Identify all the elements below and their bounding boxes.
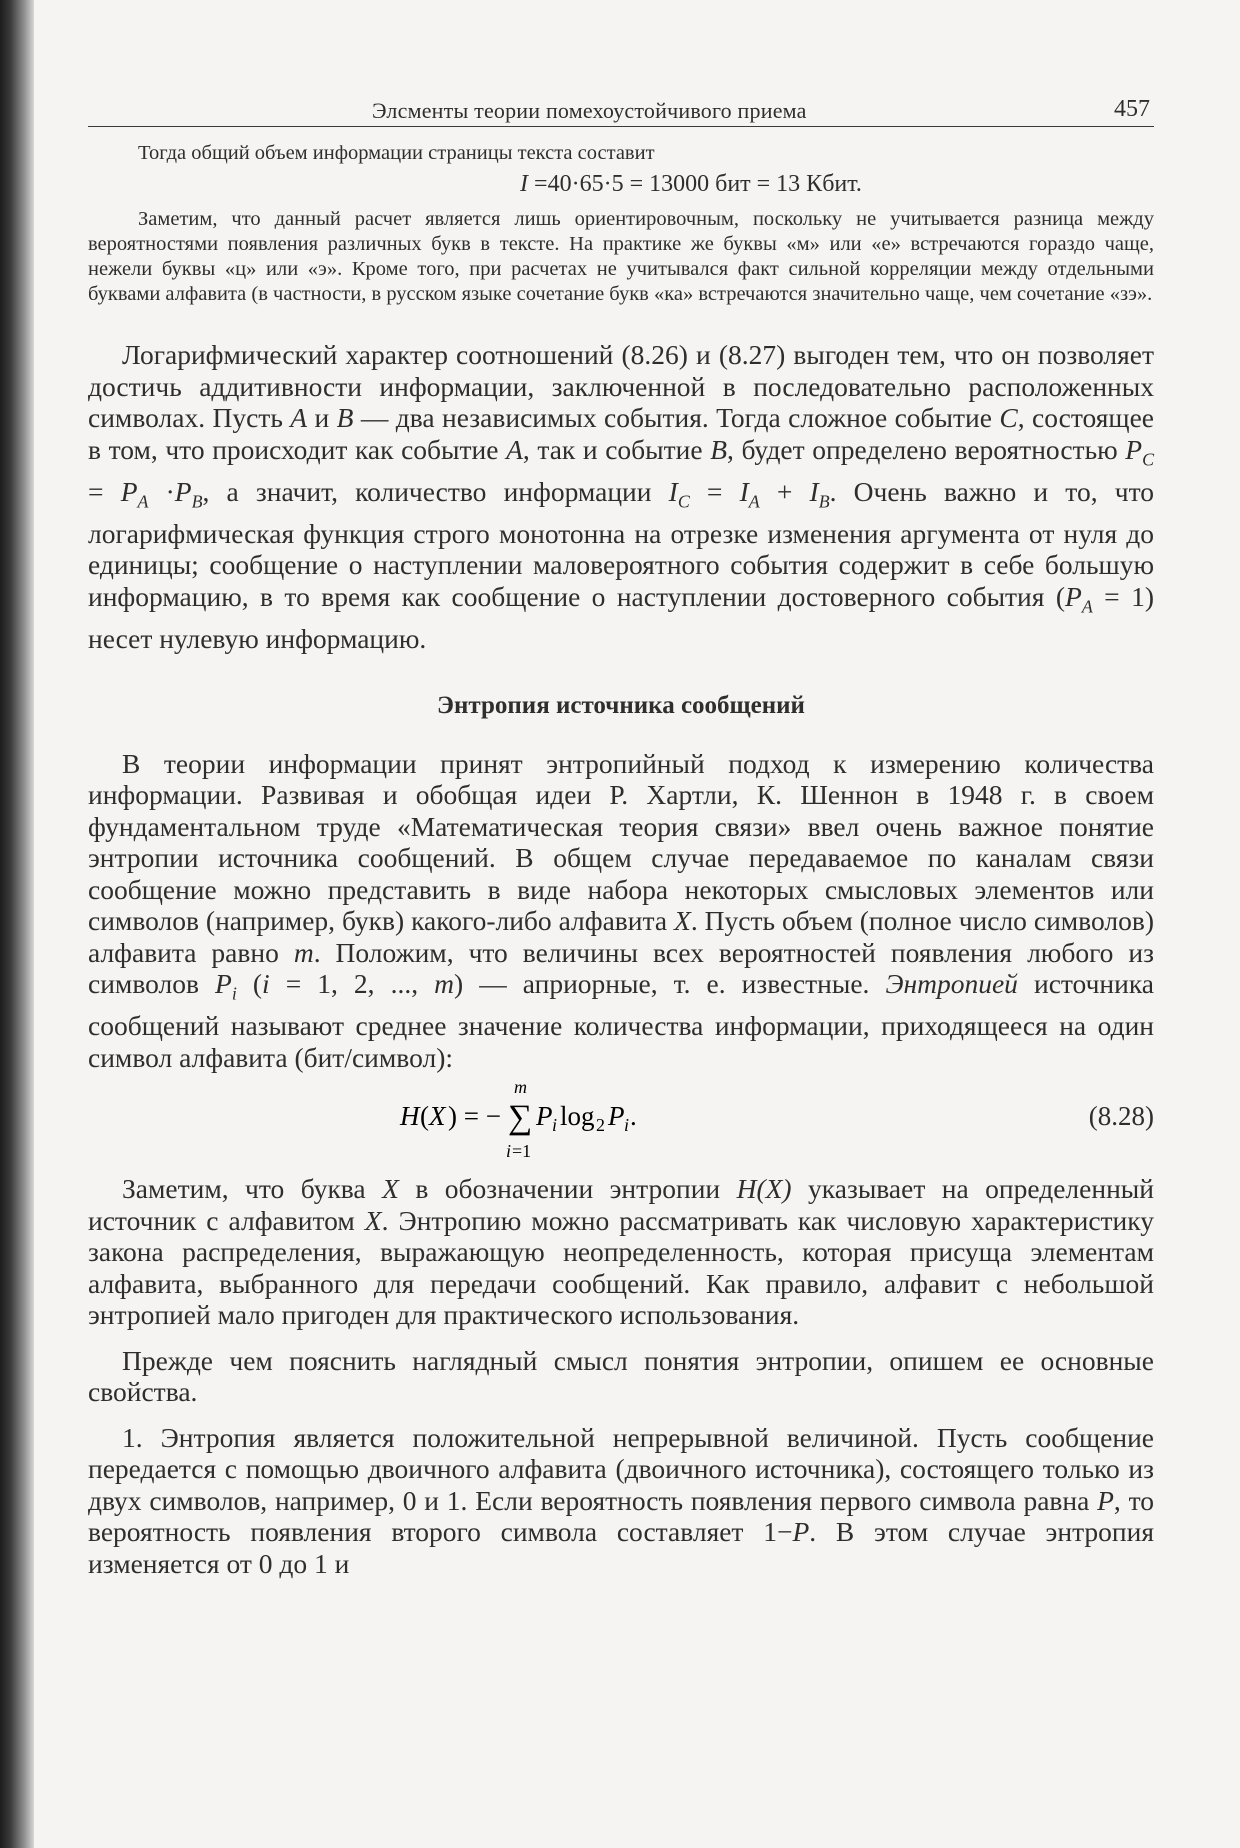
entropy-formula-svg [88,1081,1154,1161]
paragraph-properties-intro: Прежде чем пояснить наглядный смысл понятия энтропии, опишем ее основные свойства. [88,1344,1154,1407]
svg-text:P: P [608,1101,625,1131]
svg-text:(: ( [420,1101,429,1131]
svg-text:i: i [506,1141,512,1161]
section-heading: Энтропия источника сообщений [437,692,805,719]
paragraph-additivity: Логарифмический характер соотношений (8.26) и (8.27) выгоден тем, что он позволяет достичь аддитивности информации, заключенной в последовательно расположенных символах. Пусть A и B — два независимых события. Тогда сложное событие C, состоящее в том, что происходит как событие A, так и событие B, будет определено вероятностью $P_C = P_A \cdot P_B$, а значит, количество информации $I_C = I_A + I_B$. Очень важно и то, что логарифмическая функция строго монотонна на отрезке изменения аргумента от нуля до единицы; сообщение о наступлении маловероятного события содержит в себе большую информацию, в то время как сообщение о наступлении достоверного события $(P_A = 1)$ несет нулевую информацию. [88,339,1154,654]
small-line-1: Тогда общий объем информации страницы текста составит [138,142,655,164]
svg-text:P: P [536,1101,553,1131]
svg-text:log: log [560,1101,595,1131]
svg-text:.: . [630,1101,637,1131]
book-binding-shadow [0,0,34,1848]
equation-number: (8.28) [1088,1101,1154,1131]
paragraph-entropy-note: Заметим, что буква X в обозначении энтропии H(X) указывает на определенный источник с алфавитом X. Энтропию можно рассматривать как числовую характеристику закона распределения, выражающую неопределенность, которая присуща элементам алфавита, выбранного для передачи сообщений. Как правило, алфавит с небольшой энтропией мало пригоден для практического использования. [88,1173,1154,1330]
svg-text:∑: ∑ [508,1099,533,1136]
paragraph-property-1: 1. Энтропия является положительной непрерывной величиной. Пусть сообщение передается с помощью двоичного алфавита (двоичного источника), состоящего только из двух символов, например, 0 и 1. Если вероятность появления первого символа равна P, то вероятность появления второго символа составляет 1−P. В этом случае энтропия изменяется от 0 до 1 и [88,1421,1155,1579]
svg-text:i: i [552,1115,558,1135]
page [88,84,1154,1579]
svg-text:H: H [400,1101,420,1131]
small-print-block [88,141,1154,307]
entropy-formula [88,1081,1154,1161]
header-title: Элсменты теории помехоустойчивого приема [372,98,807,123]
svg-text:2: 2 [596,1115,605,1135]
svg-text:) = −: ) = − [448,1101,501,1131]
running-header [88,84,1154,127]
svg-text:m: m [514,1081,527,1097]
main-text [88,339,1154,1579]
page-number: 457 [1114,96,1150,122]
svg-text:i: i [624,1115,630,1135]
svg-text:=1: =1 [512,1141,532,1161]
small-note: Заметим, что данный расчет является лишь ориентировочным, поскольку не учитывается разница между вероятностями появления различных букв в тексте. На практике же буквы «м» или «е» встречаются гораздо чаще, нежели буквы «ц» или «э». Кроме того, при расчетах не учитывался факт сильной корреляции между отдельными буквами алфавита (в частности, в русском языке сочетание букв «ка» встречаются значительно чаще, чем сочетание «зэ». [88,208,1154,305]
svg-text:X: X [429,1101,446,1131]
paragraph-entropy-intro: В теории информации принят энтропийный подход к измерению количества информации. Развивая и обобщая идеи Р. Хартли, К. Шеннон в 1948 г. в своем фундаментальном труде «Математическая теория связи» ввел очень важное понятие энтропии источника сообщений. В общем случае передаваемое по каналам связи сообщение можно представить в виде набора некоторых смысловых элементов или символов (например, букв) какого-либо алфавита X. Пусть объем (полное число символов) алфавита равно m. Положим, что величины всех вероятностей появления любого из символов $P_i$ (i = 1, 2, ..., m) — априорные, т. е. известные. Энтропией источника сообщений называют среднее значение количества информации, приходящееся на один символ алфавита (бит/символ): [88,747,1155,1073]
volume-equation: I =40·65·5 = 13000 бит = 13 Кбит. [520,171,862,197]
